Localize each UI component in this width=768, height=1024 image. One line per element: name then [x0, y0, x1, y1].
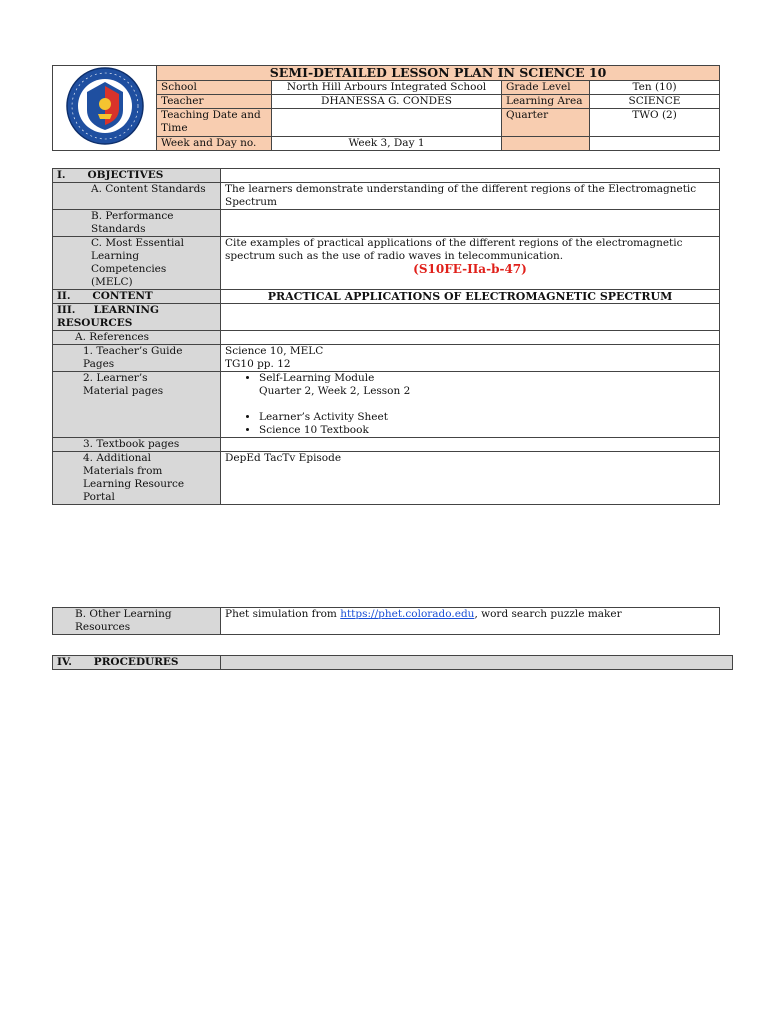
other-resources-value: [221, 608, 720, 635]
list-item: • Learner’s Activity Sheet: [259, 411, 715, 424]
textbook-pages-value: [221, 438, 720, 452]
teachers-guide-text: 1. Teacher’s Guide Pages: [83, 345, 183, 370]
lesson-plan-table: [52, 168, 720, 505]
grade-level-label: Grade Level: [502, 81, 590, 95]
learners-material-value: [221, 372, 720, 438]
tg-line-2: TG10 pp. 12: [225, 358, 291, 370]
teacher-value: DHANESSA G. CONDES: [272, 95, 502, 109]
list-item-sub: Quarter 2, Week 2, Lesson 2: [259, 385, 411, 397]
references-label: A. References: [53, 331, 221, 345]
list-item: • Self-Learning Module Quarter 2, Week 2, Lesson 2: [259, 372, 715, 411]
melc-text: C. Most Essential Learning Competencies (MELC): [91, 237, 184, 288]
empty-label-cell: [502, 136, 590, 150]
melc-value: [221, 237, 720, 290]
learning-resources-value: [221, 304, 720, 331]
learners-material-text: 2. Learner’s Material pages: [83, 372, 164, 397]
performance-standards-value: [221, 210, 720, 237]
learning-area-value: SCIENCE: [590, 95, 720, 109]
quarter-label: Quarter: [502, 109, 590, 136]
list-item: • Science 10 Textbook: [259, 424, 715, 437]
other-resources-prefix: Phet simulation from: [225, 608, 341, 620]
quarter-value: TWO (2): [590, 109, 720, 136]
melc-label: [53, 237, 221, 290]
empty-value-cell: [590, 136, 720, 150]
teachers-guide-label: [53, 345, 221, 372]
content-heading: II. CONTENT: [53, 290, 221, 304]
melc-description: Cite examples of practical applications of the different regions of the electromagnetic spectrum such as the use of radio waves in telecommunication.: [225, 237, 683, 262]
teacher-label: Teacher: [157, 95, 272, 109]
melc-code: (S10FE-IIa-b-47): [413, 262, 527, 276]
deped-seal-icon: [65, 66, 145, 146]
learners-material-list: [225, 372, 715, 437]
content-value: PRACTICAL APPLICATIONS OF ELECTROMAGNETIC SPECTRUM: [221, 290, 720, 304]
procedures-heading: IV. PROCEDURES: [53, 656, 221, 670]
header-table: [52, 65, 720, 151]
other-resources-table: [52, 607, 720, 635]
teaching-date-value: [272, 109, 502, 136]
school-label: School: [157, 81, 272, 95]
learning-resources-text: III. LEARNING RESOURCES: [57, 304, 160, 329]
textbook-pages-label: 3. Textbook pages: [53, 438, 221, 452]
deped-seal: [53, 66, 157, 151]
learning-area-label: Learning Area: [502, 95, 590, 109]
procedures-heading-value: [221, 656, 733, 670]
content-standards-label: A. Content Standards: [53, 183, 221, 210]
week-day-value: Week 3, Day 1: [272, 136, 502, 150]
school-value: North Hill Arbours Integrated School: [272, 81, 502, 95]
phet-link[interactable]: https://phet.colorado.edu: [340, 608, 475, 620]
objectives-heading-value: [221, 169, 720, 183]
performance-standards-text: B. Performance Standards: [91, 210, 174, 235]
additional-materials-value: DepEd TacTv Episode: [221, 452, 720, 505]
other-resources-text: B. Other Learning Resources: [75, 608, 172, 633]
performance-standards-label: [53, 210, 221, 237]
teachers-guide-value: [221, 345, 720, 372]
other-resources-label: [53, 608, 221, 635]
content-standards-value: The learners demonstrate understanding of the different regions of the Electromagnetic Spectrum: [221, 183, 720, 210]
other-resources-suffix: , word search puzzle maker: [474, 608, 622, 620]
grade-level-value: Ten (10): [590, 81, 720, 95]
additional-materials-label: [53, 452, 221, 505]
lesson-plan-title: SEMI-DETAILED LESSON PLAN IN SCIENCE 10: [157, 66, 720, 81]
teaching-date-label: Teaching Date and Time: [157, 109, 272, 136]
tg-line-1: Science 10, MELC: [225, 345, 324, 357]
week-day-label: Week and Day no.: [157, 136, 272, 150]
objectives-heading: I. OBJECTIVES: [53, 169, 221, 183]
procedures-table: [52, 655, 733, 670]
learning-resources-heading: [53, 304, 221, 331]
additional-materials-text: 4. Additional Materials from Learning Resource Portal: [83, 452, 185, 503]
references-value: [221, 331, 720, 345]
learners-material-label: [53, 372, 221, 438]
